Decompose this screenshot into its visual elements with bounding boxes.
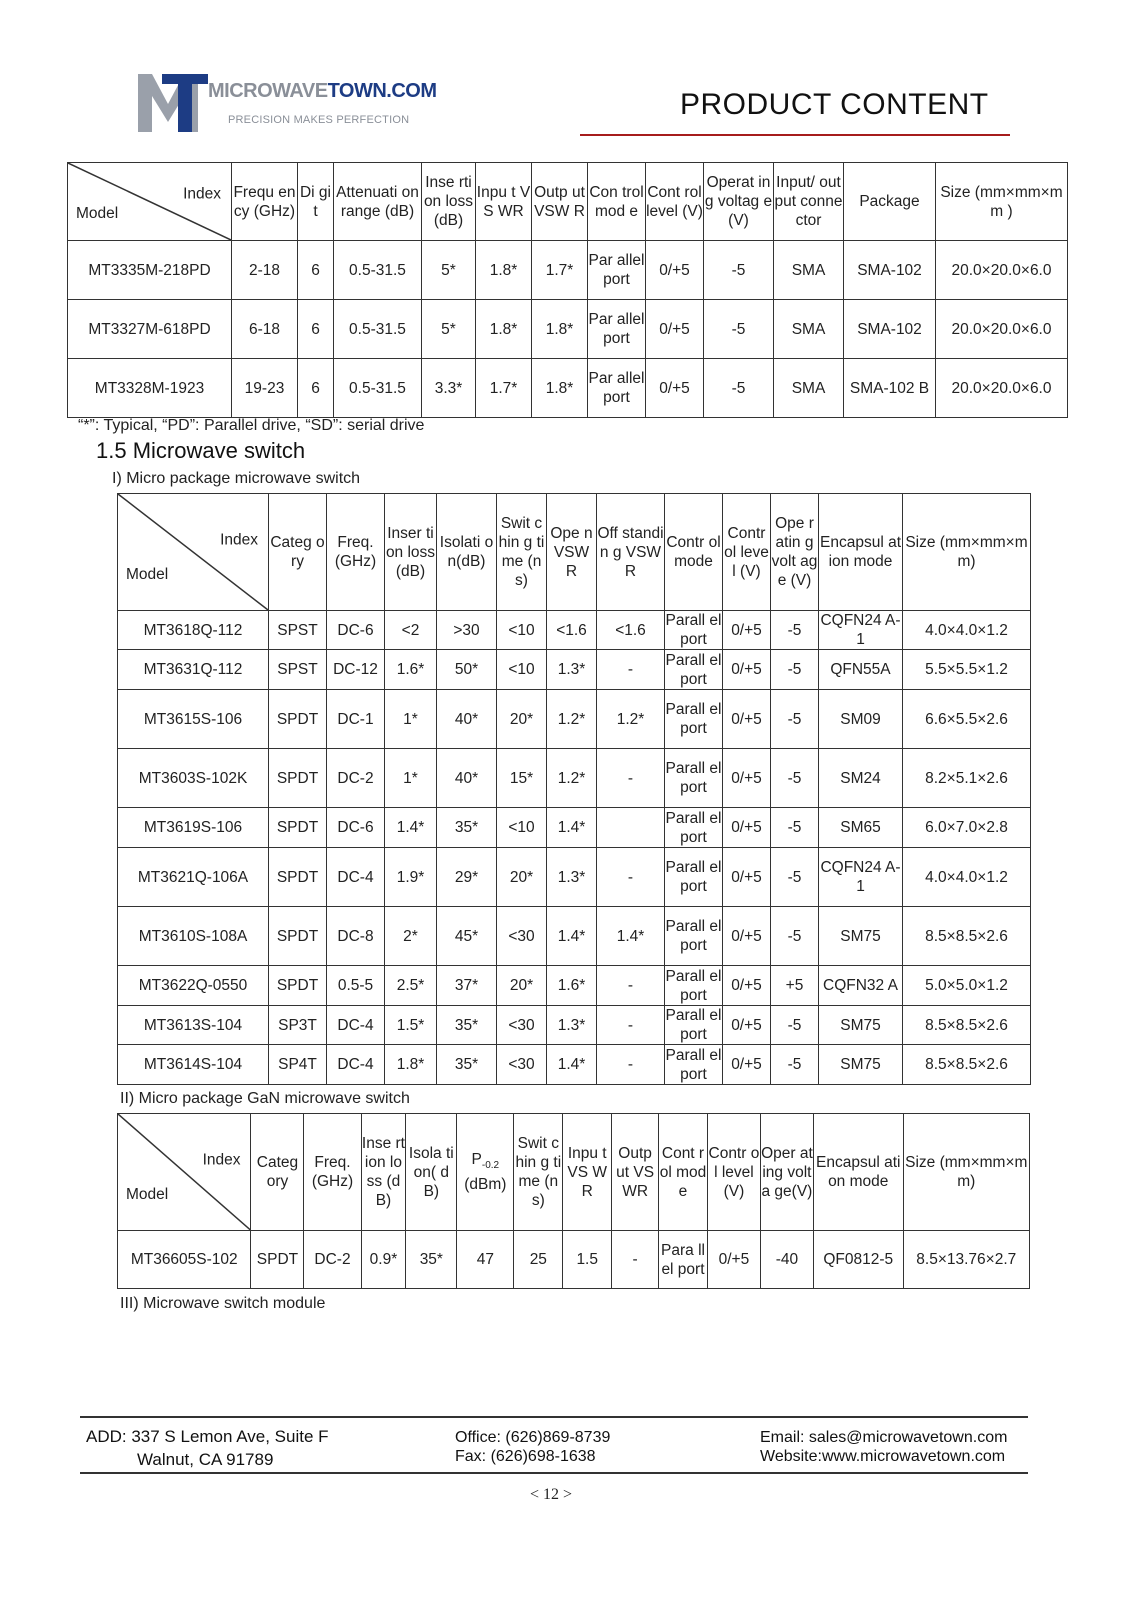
table-cell: 1.8* xyxy=(532,359,588,418)
power-subscript: -0.2 xyxy=(481,1160,500,1172)
header-cell: Swit chin g time (ns) xyxy=(514,1114,563,1231)
table-cell: -40 xyxy=(760,1231,813,1289)
subsection-title: III) Microwave switch module xyxy=(120,1295,326,1312)
table-header-row xyxy=(68,163,1068,241)
table-cell: Para llel port xyxy=(659,1231,708,1289)
table-cell: 15* xyxy=(497,749,547,808)
table-cell: 1.9* xyxy=(385,848,437,907)
table-cell: 0/+5 xyxy=(723,749,771,808)
table-cell: 1.3* xyxy=(547,650,597,690)
table-cell: 2-18 xyxy=(232,241,298,300)
model-cell: MT3614S-104 xyxy=(118,1045,269,1085)
table-cell: SPDT xyxy=(269,749,327,808)
table-cell: 1* xyxy=(385,690,437,749)
table-cell: 1.5 xyxy=(563,1231,612,1289)
table-cell: 20.0×20.0×6.0 xyxy=(936,300,1068,359)
table-cell: - xyxy=(612,1231,659,1289)
table-cell: Par allel port xyxy=(588,300,646,359)
footer-bottom-rule xyxy=(80,1472,1028,1474)
header-cell: Contr ol level (V) xyxy=(723,494,771,611)
table-cell: SPDT xyxy=(269,907,327,966)
table-cell: 35* xyxy=(437,1045,497,1085)
table-cell: DC-6 xyxy=(327,611,385,650)
table-cell: 1.7* xyxy=(532,241,588,300)
table-cell: DC-2 xyxy=(327,749,385,808)
table-row xyxy=(118,1231,1030,1289)
table-cell: 20* xyxy=(497,690,547,749)
table-cell: SMA-102 xyxy=(844,300,936,359)
table-cell: 0/+5 xyxy=(723,966,771,1006)
table-cell: SM75 xyxy=(819,1045,903,1085)
header-cell: Inse rtion loss (dB) xyxy=(361,1114,406,1231)
table-header-row xyxy=(118,1114,1030,1231)
table-cell: - xyxy=(597,1045,665,1085)
table-cell: 1.2* xyxy=(597,690,665,749)
table-cell: DC-6 xyxy=(327,808,385,848)
table-cell: 2.5* xyxy=(385,966,437,1006)
table-cell: 8.5×13.76×2.7 xyxy=(903,1231,1029,1289)
table-cell: 40* xyxy=(437,690,497,749)
table-cell: 8.5×8.5×2.6 xyxy=(903,1006,1031,1045)
table-cell: 0.5-31.5 xyxy=(334,241,422,300)
table-cell: - xyxy=(597,966,665,1006)
table-cell: SMA xyxy=(774,300,844,359)
table-cell: Parall el port xyxy=(665,612,722,648)
table-cell: 5* xyxy=(422,300,476,359)
table-cell: 1.6* xyxy=(547,966,597,1006)
table-cell: 1.8* xyxy=(476,241,532,300)
table-cell: Parall el port xyxy=(665,967,722,1004)
table-cell: Parall el port xyxy=(665,907,723,966)
table-cell: -5 xyxy=(771,808,819,848)
footer-top-rule xyxy=(80,1416,1028,1418)
table-cell: 5.5×5.5×1.2 xyxy=(903,650,1031,690)
table-cell: 20* xyxy=(497,966,547,1006)
switch-spec-table xyxy=(117,493,1031,1085)
corner-model-label: Model xyxy=(76,205,119,223)
table-row xyxy=(118,690,1031,749)
header-cell: Di gi t xyxy=(298,163,334,241)
footer-email[interactable]: Email: sales@microwavetown.com xyxy=(760,1429,1008,1446)
table-cell: SMA xyxy=(774,241,844,300)
table-cell: SM09 xyxy=(819,690,903,749)
header-cell: Operat ing voltag e(V) xyxy=(704,163,774,241)
table-cell: 0/+5 xyxy=(723,650,771,690)
table-cell: -5 xyxy=(771,907,819,966)
corner-index-label: Index xyxy=(220,531,258,549)
table-cell: -5 xyxy=(771,611,819,650)
table-cell: 1.4* xyxy=(597,907,665,966)
table-row xyxy=(68,359,1068,418)
table-cell: CQFN32 A xyxy=(819,966,903,1006)
table-cell: 0/+5 xyxy=(723,1045,771,1085)
header-cell: Categ ory xyxy=(251,1114,304,1231)
table-cell: 0/+5 xyxy=(707,1231,760,1289)
table-cell: DC-4 xyxy=(327,848,385,907)
table-cell: 35* xyxy=(406,1231,457,1289)
table-cell: Parall el port xyxy=(665,651,722,688)
table-cell: SP4T xyxy=(269,1045,327,1085)
table-cell: 3.3* xyxy=(422,359,476,418)
table-cell: -5 xyxy=(771,690,819,749)
corner-model-label: Model xyxy=(126,1186,169,1204)
table-cell: -5 xyxy=(771,749,819,808)
table-cell: 6 xyxy=(298,300,334,359)
header-cell: Ope ratin g volt age (V) xyxy=(771,494,819,611)
header-cell: Off standin g VSWR xyxy=(597,494,665,611)
table-cell: 0.9* xyxy=(361,1231,406,1289)
footer-fax: Fax: (626)698-1638 xyxy=(455,1448,596,1465)
model-cell: MT3619S-106 xyxy=(118,808,269,848)
model-cell: MT3603S-102K xyxy=(118,749,269,808)
table-cell: 0/+5 xyxy=(723,907,771,966)
table-cell: Parall el port xyxy=(665,749,723,808)
table-cell: <1.6 xyxy=(597,611,665,650)
table-row xyxy=(118,611,1031,650)
mt-logo-mark xyxy=(138,74,208,134)
table-cell: SPDT xyxy=(269,848,327,907)
model-cell: MT3622Q-0550 xyxy=(118,966,269,1006)
table-cell: 1.2* xyxy=(547,749,597,808)
table-cell: 6.0×7.0×2.8 xyxy=(903,808,1031,848)
table-cell: 1.3* xyxy=(547,848,597,907)
typical-note: “*”: Typical, “PD”: Parallel drive, “SD”: serial drive xyxy=(78,417,425,434)
table-header-row xyxy=(118,494,1031,611)
table-row xyxy=(68,241,1068,300)
table-row xyxy=(118,1006,1031,1045)
table-cell: DC-1 xyxy=(327,690,385,749)
table-cell: DC-12 xyxy=(327,650,385,690)
table-cell: 1.8* xyxy=(385,1045,437,1085)
table-cell: 0/+5 xyxy=(723,611,771,650)
header-cell: Isolati on(dB) xyxy=(437,494,497,611)
header-cell: Input/ output conne ctor xyxy=(774,163,844,241)
page-title: PRODUCT CONTENT xyxy=(680,88,989,121)
table-cell: CQFN24 A-1 xyxy=(819,848,903,907)
table-row xyxy=(118,808,1031,848)
corner-model-label: Model xyxy=(126,566,169,584)
table-cell: -5 xyxy=(704,300,774,359)
corner-header-cell xyxy=(118,494,269,611)
table-cell: SPST xyxy=(269,611,327,650)
table-cell: CQFN24 A-1 xyxy=(820,612,901,648)
model-cell: MT3613S-104 xyxy=(118,1006,269,1045)
model-cell: MT3327M-618PD xyxy=(68,300,232,359)
table-cell: 19-23 xyxy=(232,359,298,418)
table-cell: - xyxy=(597,848,665,907)
table-cell: 0/+5 xyxy=(723,1006,771,1045)
header-cell: Inser tion loss (dB) xyxy=(385,494,437,611)
table-cell: 1.7* xyxy=(476,359,532,418)
table-cell: SM65 xyxy=(819,808,903,848)
power-unit: (dBm) xyxy=(464,1176,507,1194)
header-cell: Contr ol level (V) xyxy=(707,1114,760,1231)
table-cell: 1.8* xyxy=(532,300,588,359)
table-row xyxy=(118,1045,1031,1085)
table-cell: 29* xyxy=(437,848,497,907)
table-cell: 6.6×5.5×2.6 xyxy=(903,690,1031,749)
table-cell: 1.6* xyxy=(385,650,437,690)
table-cell: 0/+5 xyxy=(723,690,771,749)
table-cell: SP3T xyxy=(269,1006,327,1045)
table-cell: 2* xyxy=(385,907,437,966)
table-cell: <10 xyxy=(497,611,547,650)
model-cell: MT3615S-106 xyxy=(118,690,269,749)
table-cell: 0/+5 xyxy=(646,300,704,359)
table-cell: SMA-102 xyxy=(844,241,936,300)
title-underline xyxy=(580,134,1010,136)
model-cell: MT3328M-1923 xyxy=(68,359,232,418)
table-cell: 25 xyxy=(514,1231,563,1289)
table-cell: 1.4* xyxy=(547,1045,597,1085)
model-cell: MT36605S-102 xyxy=(118,1231,251,1289)
table-cell: 45* xyxy=(437,907,497,966)
table-cell: 8.2×5.1×2.6 xyxy=(903,749,1031,808)
table-cell: 0.5-31.5 xyxy=(334,300,422,359)
table-cell: <10 xyxy=(497,808,547,848)
table-cell: 0.5-5 xyxy=(327,966,385,1006)
table-cell: SPDT xyxy=(269,690,327,749)
table-cell: 40* xyxy=(437,749,497,808)
header-cell: Frequ ency (GHz) xyxy=(232,163,298,241)
table-row xyxy=(118,749,1031,808)
table-cell: SPST xyxy=(269,650,327,690)
table-cell: Parall el port xyxy=(665,1007,722,1043)
table-cell: 1.2* xyxy=(547,690,597,749)
model-cell: MT3610S-108A xyxy=(118,907,269,966)
table-cell: DC-4 xyxy=(327,1006,385,1045)
table-cell: DC-2 xyxy=(304,1231,361,1289)
table-cell: 5.0×5.0×1.2 xyxy=(903,966,1031,1006)
table-cell: 1.4* xyxy=(385,808,437,848)
table-cell: 6-18 xyxy=(232,300,298,359)
table-cell: Parall el port xyxy=(665,809,722,846)
header-cell: Con trol mod e xyxy=(588,163,646,241)
table-cell: +5 xyxy=(771,966,819,1006)
table-cell: 35* xyxy=(437,808,497,848)
header-cell: Categ ory xyxy=(269,494,327,611)
table-cell: <30 xyxy=(497,907,547,966)
table-cell: 1* xyxy=(385,749,437,808)
corner-index-label: Index xyxy=(183,185,221,203)
table-cell: 0/+5 xyxy=(646,359,704,418)
model-cell: MT3631Q-112 xyxy=(118,650,269,690)
header-cell: Oper ating volta ge(V) xyxy=(760,1114,813,1231)
footer-address-line2: Walnut, CA 91789 xyxy=(137,1450,274,1469)
table-cell: Parall el port xyxy=(665,690,723,749)
table-cell: SMA-102 B xyxy=(844,359,936,418)
header-cell-power xyxy=(457,1114,514,1231)
table-cell: 0/+5 xyxy=(723,848,771,907)
header-cell: Isola tion( dB) xyxy=(406,1114,457,1231)
table-row xyxy=(118,650,1031,690)
table-cell: 20* xyxy=(497,848,547,907)
table-cell: 1.4* xyxy=(547,808,597,848)
table-cell: SM75 xyxy=(819,1006,903,1045)
table-cell: >30 xyxy=(437,611,497,650)
corner-index-label: Index xyxy=(202,1151,241,1169)
header-cell: Cont rol mod e xyxy=(659,1114,708,1231)
table-cell: DC-4 xyxy=(327,1045,385,1085)
logo-tagline: PRECISION MAKES PERFECTION xyxy=(228,114,410,126)
footer-office-phone: Office: (626)869-8739 xyxy=(455,1429,611,1446)
table-cell: -5 xyxy=(771,848,819,907)
header-cell: Size (mm×mm×mm) xyxy=(903,494,1031,611)
table-cell: Parall el port xyxy=(665,848,723,907)
table-cell: 1.3* xyxy=(547,1006,597,1045)
subsection-title: II) Micro package GaN microwave switch xyxy=(120,1090,410,1107)
table-cell: QF0812-5 xyxy=(813,1231,903,1289)
table-row xyxy=(118,966,1031,1006)
table-cell: 35* xyxy=(437,1006,497,1045)
table-cell: 0/+5 xyxy=(723,808,771,848)
header-cell: Inpu t VS WR xyxy=(563,1114,612,1231)
table-cell: -5 xyxy=(704,359,774,418)
table-cell: 37* xyxy=(437,966,497,1006)
table-cell: 8.5×8.5×2.6 xyxy=(903,907,1031,966)
header-cell: Outp ut VS WR xyxy=(612,1114,659,1231)
table-cell: 0/+5 xyxy=(646,241,704,300)
table-cell: -5 xyxy=(771,1006,819,1045)
table-cell: 6 xyxy=(298,359,334,418)
footer-website[interactable]: Website:www.microwavetown.com xyxy=(760,1448,1006,1465)
table-cell: SPDT xyxy=(269,966,327,1006)
table-cell: 8.5×8.5×2.6 xyxy=(903,1045,1031,1085)
header-cell: Outp ut VSW R xyxy=(532,163,588,241)
logo-wordmark: MICROWAVETOWN.COM xyxy=(208,80,437,102)
header-cell: Cont rol level (V) xyxy=(646,163,704,241)
table-cell: DC-8 xyxy=(327,907,385,966)
table-cell: SM24 xyxy=(819,749,903,808)
table-cell: -5 xyxy=(771,1045,819,1085)
table-row xyxy=(118,907,1031,966)
table-row xyxy=(68,300,1068,359)
header-cell: Attenuati on range (dB) xyxy=(334,163,422,241)
header-cell: Package xyxy=(844,163,936,241)
table-cell: SPDT xyxy=(269,808,327,848)
table-cell: QFN55A xyxy=(819,650,903,690)
company-logo xyxy=(138,74,437,136)
table-cell: 47 xyxy=(457,1231,514,1289)
section-heading: 1.5 Microwave switch xyxy=(96,438,306,463)
header-cell: Ope n VSW R xyxy=(547,494,597,611)
table-cell: <30 xyxy=(497,1045,547,1085)
page-number: < 12 > xyxy=(530,1486,573,1503)
table-cell: 6 xyxy=(298,241,334,300)
model-cell: MT3621Q-106A xyxy=(118,848,269,907)
table-cell: - xyxy=(597,1006,665,1045)
header-cell: Inse rtion loss (dB) xyxy=(422,163,476,241)
table-cell: <10 xyxy=(497,650,547,690)
table-cell: Par allel port xyxy=(588,359,646,418)
header-cell: Swit chin g time (ns) xyxy=(497,494,547,611)
table-cell: 4.0×4.0×1.2 xyxy=(903,611,1031,650)
table-cell: 4.0×4.0×1.2 xyxy=(903,848,1031,907)
model-cell: MT3335M-218PD xyxy=(68,241,232,300)
header-cell: Contr ol mode xyxy=(665,494,723,611)
header-cell: Freq. (GHz) xyxy=(304,1114,361,1231)
table-cell: Par allel port xyxy=(588,241,646,300)
table-cell: 1.4* xyxy=(547,907,597,966)
table-cell xyxy=(597,808,665,848)
table-cell: -5 xyxy=(704,241,774,300)
table-cell: 1.5* xyxy=(385,1006,437,1045)
gan-switch-spec-table xyxy=(117,1113,1030,1289)
corner-header-cell xyxy=(68,163,232,241)
table-cell: 20.0×20.0×6.0 xyxy=(936,359,1068,418)
table-cell: SM75 xyxy=(819,907,903,966)
table-cell: 0.5-31.5 xyxy=(334,359,422,418)
diagonal-divider xyxy=(118,1114,250,1230)
header-cell: Size (mm×mm×mm) xyxy=(903,1114,1029,1231)
corner-header-cell xyxy=(118,1114,251,1231)
model-cell: MT3618Q-112 xyxy=(118,611,269,650)
diagonal-divider xyxy=(118,494,268,610)
table-cell: <1.6 xyxy=(547,611,597,650)
table-cell: 50* xyxy=(437,650,497,690)
attenuator-spec-table xyxy=(67,162,1068,418)
power-label: P xyxy=(471,1150,482,1168)
table-cell: - xyxy=(597,650,665,690)
footer-address-line1: ADD: 337 S Lemon Ave, Suite F xyxy=(86,1427,329,1446)
header-cell: Inpu t VS WR xyxy=(476,163,532,241)
subsection-title: I) Micro package microwave switch xyxy=(112,470,361,487)
header-cell: Encapsul ation mode xyxy=(819,494,903,611)
table-cell: 1.8* xyxy=(476,300,532,359)
header-cell: Encapsul ation mode xyxy=(813,1114,903,1231)
table-cell: SPDT xyxy=(251,1231,304,1289)
table-cell: 5* xyxy=(422,241,476,300)
table-cell: -5 xyxy=(771,650,819,690)
table-cell: <2 xyxy=(385,611,437,650)
table-cell: <30 xyxy=(497,1006,547,1045)
table-cell: 20.0×20.0×6.0 xyxy=(936,241,1068,300)
table-cell: - xyxy=(597,749,665,808)
table-cell: SMA xyxy=(774,359,844,418)
table-row xyxy=(118,848,1031,907)
table-cell: Parall el port xyxy=(665,1046,722,1083)
header-cell: Size (mm×mm×mm ) xyxy=(936,163,1068,241)
header-cell: Freq. (GHz) xyxy=(327,494,385,611)
